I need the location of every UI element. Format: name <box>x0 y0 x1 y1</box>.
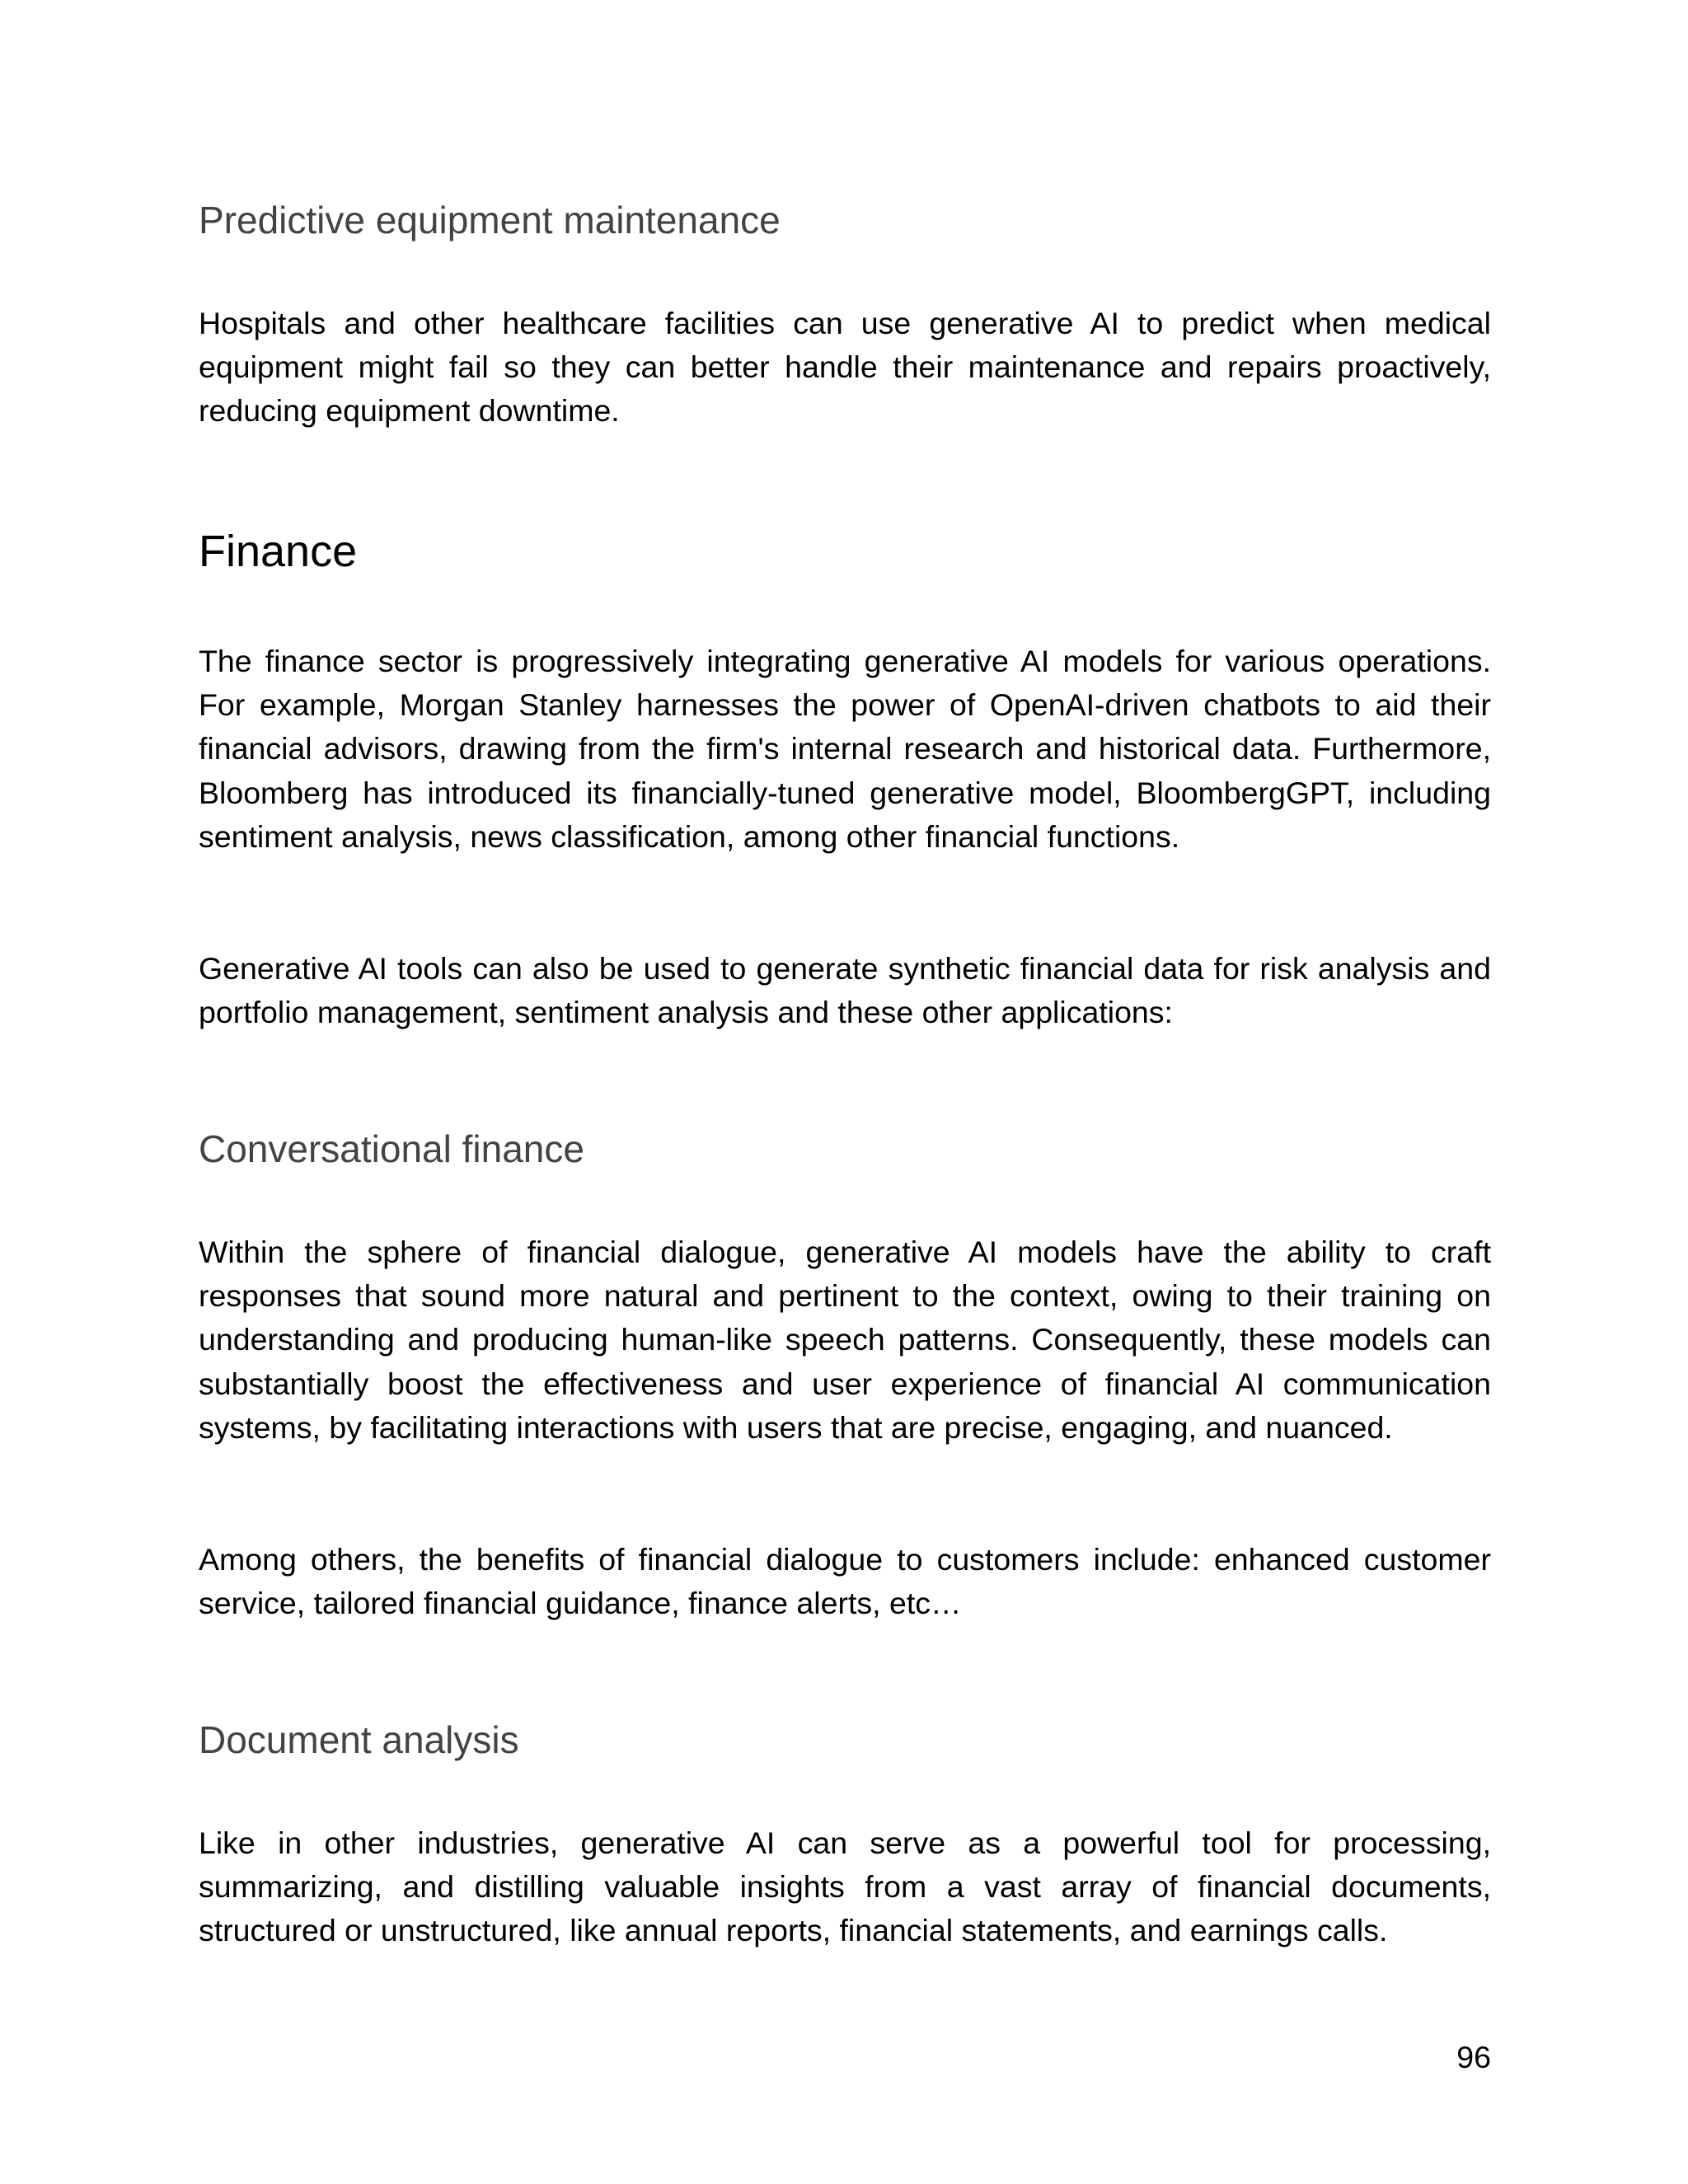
paragraph-conversational-benefits: Among others, the benefits of financial dialogue to customers include: enhanced customer service, tailored financial guidance, finance alerts, etc… <box>199 1542 1491 1621</box>
paragraph-document-analysis: Like in other industries, generative AI can serve as a powerful tool for processing, summarizing, and distilling valuable insights from a vast array of financial documents, structured or unstructured, like annual reports, financial statements, and earnings calls. <box>199 1825 1491 1948</box>
paragraph-finance-intro: The finance sector is progressively integrating generative AI models for various operations. For example, Morgan Stanley harnesses the power of OpenAI-driven chatbots to aid their financial advisors, drawing from the firm's internal research and historical data. Furthermore, Bloomberg has introduced its financially-tuned generative model, BloombergGPT, including sentiment analysis, news classification, among other financial functions. <box>199 644 1491 854</box>
paragraph-conversational-finance: Within the sphere of financial dialogue, generative AI models have the ability to craft responses that sound more natural and pertinent to the context, owing to their training on understanding and producing human-like speech patterns. Consequently, these models can substantially boost the effectiveness and user experience of financial AI communication systems, by facilitating interactions with users that are precise, engaging, and nuanced. <box>199 1235 1491 1445</box>
section-heading-document-analysis: Document analysis <box>199 1718 519 1761</box>
document-page <box>199 0 1491 2184</box>
paragraph-finance-applications: Generative AI tools can also be used to generate synthetic financial data for risk analysis and portfolio management, sentiment analysis and these other applications: <box>199 951 1491 1030</box>
section-heading-conversational-finance: Conversational finance <box>199 1127 584 1170</box>
page-number: 96 <box>1456 2040 1491 2074</box>
section-heading-predictive-maintenance: Predictive equipment maintenance <box>199 199 781 241</box>
section-heading-finance: Finance <box>199 527 358 576</box>
paragraph-predictive-maintenance: Hospitals and other healthcare facilities can use generative AI to predict when medical equipment might fail so they can better handle their maintenance and repairs proactively, reducing equipment downtime. <box>199 306 1491 429</box>
